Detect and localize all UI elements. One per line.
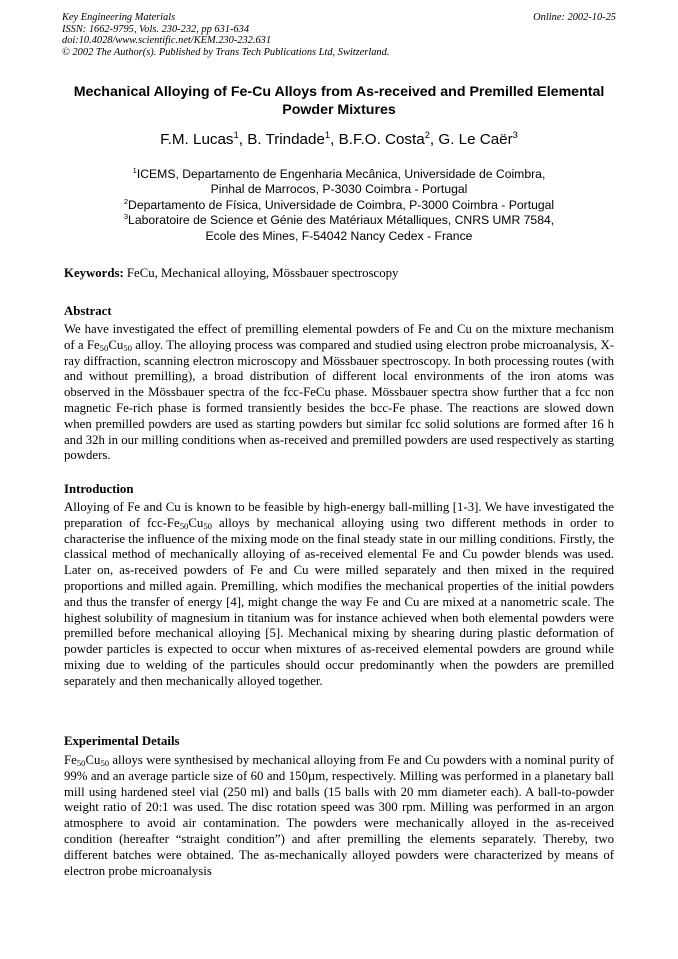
abstract-text: We have investigated the effect of premilling elemental powders of Fe and Cu on the mixture mechanism of a $Fe_{50}Cu_{50}$ alloy. The alloying process was compared and studied using electron probe microanalysis, X-ray diffraction, scanning electron microscopy and Mössbauer spectroscopy. In both processing routes (with and without premilling), a broad distribution of different local environments of the iron atoms was observed in the Mössbauer spectra of the fcc-FeCu phase. Mössbauer spectra show further that a fcc non magnetic Fe-rich phase is formed transiently besides the bcc-Fe phase. The reactions are slowed down when premilled powders are used as starting powders but similar fcc solid solutions are formed after 16 h and 32h in our milling conditions when as-received and premilled powders are used respectively as starting powders. <box>64 322 614 463</box>
keywords-text: FeCu, Mechanical alloying, Mössbauer spectroscopy <box>123 266 399 280</box>
author-name: B. Trindade <box>247 131 325 148</box>
online-date: Online: 2002-10-25 <box>533 12 616 23</box>
keywords <box>64 265 616 281</box>
affiliation-1: $^1$ICEMS, Departamento de Engenharia Mecânica, Universidade de Coimbra, <box>132 165 546 181</box>
issn-line: ISSN: 1662-9795, Vols. 230-232, pp 631-634 <box>62 23 250 35</box>
author-name: G. Le Caër <box>438 131 513 148</box>
author-affiliation-mark: 3 <box>512 128 518 140</box>
experimental-heading: Experimental Details <box>64 734 180 748</box>
experimental-text: $Fe_{50}Cu_{50}$ alloys were synthesised by mechanical alloying from Fe and Cu powders with a nominal purity of 99% and an average particle size of 60 and 150µm, respectively. Milling was performed in a planetary ball mill using hardened steel vial (250 ml) and balls (15 balls with 20 mm diameter each). A ball-to-powder weight ratio of 20:1 was used. The disc rotation speed was 300 rpm. Milling was performed in an argon atmosphere to avoid air contamination. The powders were mechanically alloyed in the as-received condition (hereafter “straight condition”) and after premilling the elements separately. Thereby, two different batches were obtained. The as-mechanically alloyed powders were characterized by means of electron probe microanalysis <box>64 753 614 878</box>
author-name: F.M. Lucas <box>160 131 234 148</box>
author-name: B.F.O. Costa <box>338 131 425 148</box>
abstract-heading: Abstract <box>64 304 112 318</box>
journal-name: Key Engineering Materials <box>62 12 176 23</box>
author-list: F.M. Lucas$^1$, B. Trindade$^1$, B.F.O. Costa$^2$, G. Le Caër$^3$ <box>160 128 518 148</box>
introduction-text: Alloying of Fe and Cu is known to be feasible by high-energy ball-milling [1-3]. We have investigated the preparation of fcc-$Fe_{50}Cu_{50}$ alloys by mechanical alloying using two different methods in order to characterise the influence of the mixing mode on the final steady state in our milling conditions. Firstly, the classical method of mechanically alloying of as-received elemental Fe and Cu powder blends was used. Later on, as-received powders of Fe and Cu were milled separately and then mixed in the required proportions and milled again. Premilling, which modifies the mechanical properties of the initial powders and thus the transfer of energy [4], might change the way Fe and Cu are mixed at a nanometric scale. The highest solubility of magnesium in titanium was for instance achieved when both elemental powders were premilled before mechanical alloying [5]. Mechanical mixing by shearing during plastic deformation of powder particles is expected to occur when mixtures of as-received elemental powders are ground while mixing due to welding of the particules should occur predominantly when the powders are premilled separately and then mechanically alloyed together. <box>64 500 614 688</box>
introduction-heading: Introduction <box>64 482 134 496</box>
affiliation-3: $^3$Laboratoire de Science et Génie des Matériaux Métalliques, CNRS UMR 7584, <box>123 212 555 228</box>
author-affiliation-mark: 1 <box>233 128 239 140</box>
journal-header <box>62 12 616 58</box>
affiliations <box>62 167 616 244</box>
doi-line: doi:10.4028/www.scientific.net/KEM.230-232.631 <box>62 35 272 47</box>
affiliation-2: $^2$Departamento de Física, Universidade de Coimbra, P-3000 Coimbra - Portugal <box>123 196 555 212</box>
affiliation-1-line2: Pinhal de Marrocos, P-3030 Coimbra - Portugal <box>210 182 468 197</box>
author-affiliation-mark: 1 <box>324 128 331 140</box>
copyright-line: © 2002 The Author(s). Published by Trans Tech Publications Ltd, Switzerland. <box>62 46 390 58</box>
paper-title: Mechanical Alloying of Fe-Cu Alloys from As-received and Premilled Elemental Powder Mixtures <box>73 84 605 118</box>
author-affiliation-mark: 2 <box>424 128 430 140</box>
keywords-label: Keywords: <box>64 266 124 280</box>
affiliation-3-line2: Ecole des Mines, F-54042 Nancy Cedex - France <box>205 228 473 243</box>
